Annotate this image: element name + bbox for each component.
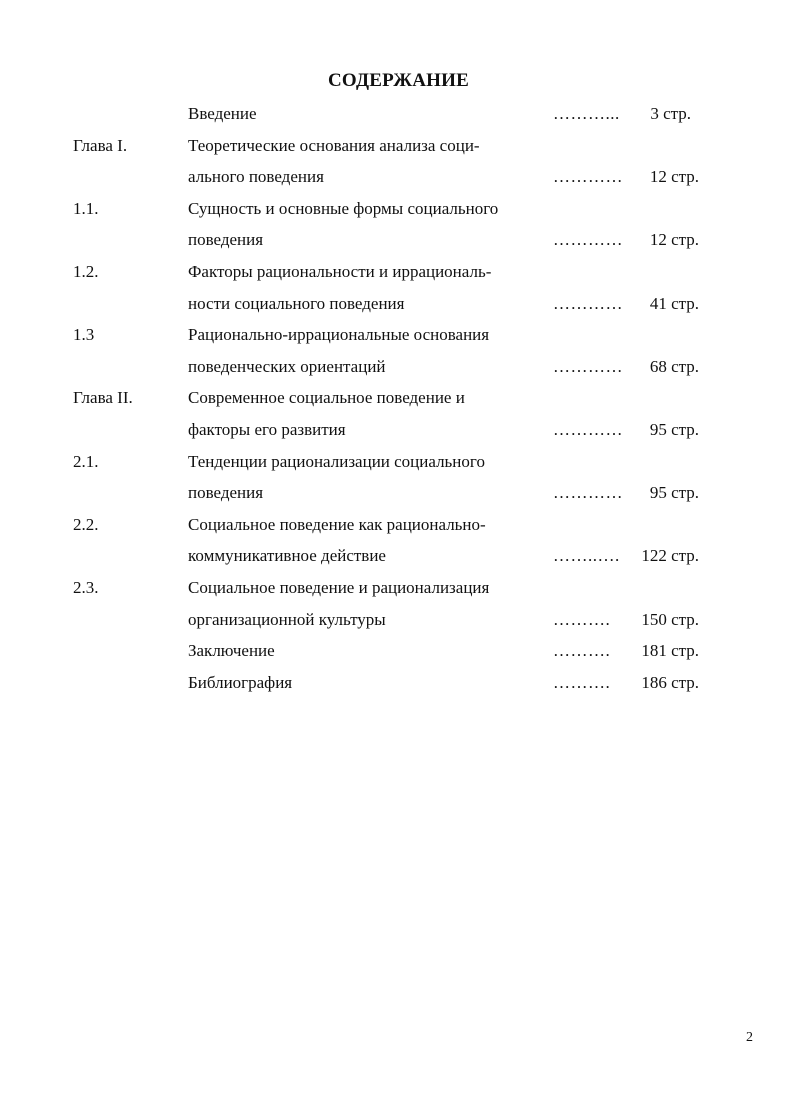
toc-line	[0, 161, 797, 192]
toc-leader: ……….	[553, 672, 611, 692]
toc-text: Тенденции рационализации социального	[188, 451, 485, 471]
toc-line	[0, 382, 797, 413]
toc-line	[0, 509, 797, 540]
toc-page: 95 стр.	[649, 420, 699, 439]
toc-text: Социальное поведение и рационализация	[188, 578, 490, 597]
toc-text: поведения	[188, 230, 264, 250]
toc-line	[0, 667, 797, 698]
toc-text: Заключение	[188, 641, 275, 661]
toc-text: коммуникативное действие	[188, 546, 386, 566]
toc-number: 2.1.	[73, 451, 99, 471]
toc-page: 181 стр.	[641, 641, 699, 661]
toc-text: поведенческих ориентаций	[188, 356, 386, 376]
toc-text: поведения	[188, 483, 264, 503]
document-title: СОДЕРЖАНИЕ	[328, 70, 469, 91]
toc-line	[0, 319, 797, 350]
toc-leader: ………...	[553, 104, 620, 123]
toc-text: Библиография	[188, 672, 293, 692]
toc-line	[0, 130, 797, 161]
toc-leader: …………	[553, 483, 623, 503]
toc-leader: …………	[553, 167, 623, 187]
toc-text: Теоретические основания анализа соци-	[188, 135, 480, 155]
toc-text: организационной культуры	[188, 609, 386, 629]
toc-text: ности социального поведения	[188, 293, 405, 313]
toc-text: Введение	[188, 104, 257, 123]
toc-line	[0, 635, 797, 666]
toc-text: факторы его развития	[188, 420, 346, 439]
toc-line	[0, 446, 797, 477]
toc-text: Сущность и основные формы социального	[188, 198, 499, 218]
toc-leader: …………	[553, 230, 623, 250]
toc-line	[0, 351, 797, 382]
toc-number: Глава II.	[73, 388, 133, 408]
toc-text: Факторы рациональности и иррациональ-	[188, 262, 492, 281]
toc-line	[0, 193, 797, 224]
toc-leader: …………	[553, 420, 623, 439]
toc-leader: ……….	[553, 609, 611, 629]
toc-page: 41 стр.	[649, 293, 699, 313]
toc-line	[0, 414, 797, 445]
toc-page: 122 стр.	[641, 546, 699, 566]
toc-number: 1.1.	[73, 198, 99, 218]
toc-page: 95 стр.	[649, 483, 699, 503]
toc-line	[0, 288, 797, 319]
toc-page: 186 стр.	[641, 672, 699, 692]
toc-text: Рационально-иррациональные основания	[188, 325, 490, 345]
toc-text: Современное социальное поведение и	[188, 388, 465, 408]
toc-leader: ……..….	[553, 546, 620, 566]
toc-line	[0, 256, 797, 287]
toc-text: Социальное поведение как рационально-	[188, 514, 486, 534]
toc-page: 68 стр.	[649, 356, 699, 376]
toc-page: 150 стр.	[641, 609, 699, 629]
toc-line	[0, 477, 797, 508]
toc-number: Глава I.	[73, 135, 128, 155]
toc-line	[0, 224, 797, 255]
toc-number: 2.3.	[73, 578, 99, 597]
toc-line	[0, 540, 797, 571]
toc-page: 12 стр.	[649, 230, 699, 250]
toc-line	[0, 572, 797, 603]
page-number: 2	[746, 1030, 753, 1045]
toc-page: 3 стр.	[650, 104, 691, 123]
toc-text: ального поведения	[188, 167, 324, 187]
toc-number: 1.2.	[73, 262, 99, 281]
toc-leader: ……….	[553, 641, 611, 661]
toc-leader: …………	[553, 293, 623, 313]
toc-leader: …………	[553, 356, 623, 376]
toc-line	[0, 604, 797, 635]
toc-line	[0, 98, 797, 129]
toc-number: 1.3	[73, 325, 95, 345]
toc-number: 2.2.	[73, 514, 99, 534]
toc-page: 12 стр.	[649, 167, 699, 187]
